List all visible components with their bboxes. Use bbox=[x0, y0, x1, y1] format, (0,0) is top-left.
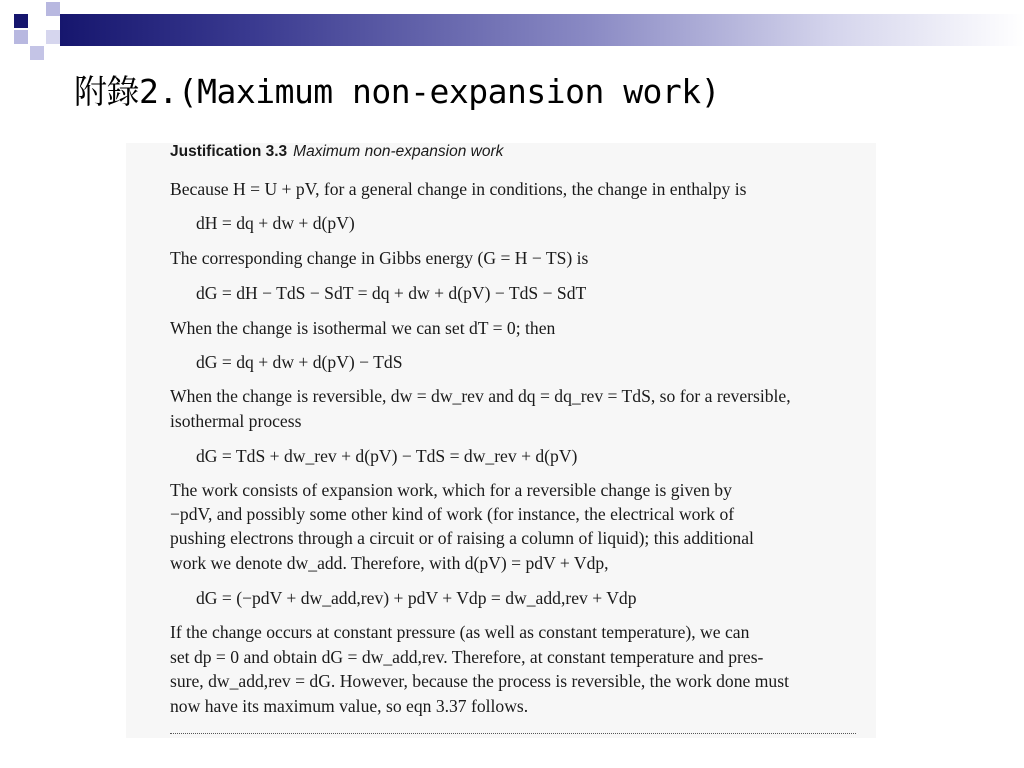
body-line: Because H = U + pV, for a general change in conditions, the change in enthalpy is bbox=[170, 179, 747, 199]
decor-square bbox=[46, 30, 60, 44]
justification-label: Justification 3.3 bbox=[170, 143, 288, 160]
equation: dH = dq + dw + d(pV) bbox=[196, 213, 355, 233]
title-gradient-bar bbox=[60, 14, 1024, 46]
body-line: When the change is reversible, dw = dw_rev and dq = dq_rev = TdS, so for a reversible, bbox=[170, 386, 791, 406]
textbook-excerpt bbox=[126, 143, 876, 738]
body-line: The work consists of expansion work, which for a reversible change is given by bbox=[170, 480, 732, 500]
body-line: isothermal process bbox=[170, 411, 302, 431]
decor-square bbox=[46, 2, 60, 16]
body-line: now have its maximum value, so eqn 3.37 follows. bbox=[170, 696, 529, 716]
body-line: The corresponding change in Gibbs energy (G = H − TS) is bbox=[170, 248, 589, 268]
equation: dG = dq + dw + d(pV) − TdS bbox=[196, 352, 403, 372]
body-line: If the change occurs at constant pressure (as well as constant temperature), we can bbox=[170, 622, 750, 642]
decor-square bbox=[14, 30, 28, 44]
equation: dG = (−pdV + dw_add,rev) + pdV + Vdp = dw_add,rev + Vdp bbox=[196, 588, 637, 608]
equation: dG = dH − TdS − SdT = dq + dw + d(pV) − TdS − SdT bbox=[196, 283, 587, 303]
decor-square bbox=[14, 14, 28, 28]
body-line: When the change is isothermal we can set dT = 0; then bbox=[170, 318, 556, 338]
body-line: sure, dw_add,rev = dG. However, because the process is reversible, the work done must bbox=[170, 671, 789, 691]
decor-square bbox=[30, 14, 44, 28]
body-line: work we denote dw_add. Therefore, with d(pV) = pdV + Vdp, bbox=[170, 553, 609, 573]
dotted-rule bbox=[170, 733, 856, 734]
justification-title: Maximum non-expansion work bbox=[293, 143, 504, 160]
body-line: pushing electrons through a circuit or of raising a column of liquid); this additional bbox=[170, 528, 754, 548]
slide-title: 附錄2.(Maximum non-expansion work) bbox=[74, 72, 721, 111]
justification-heading bbox=[170, 143, 503, 161]
decor-square bbox=[30, 46, 44, 60]
body-line: set dp = 0 and obtain dG = dw_add,rev. Therefore, at constant temperature and pres- bbox=[170, 647, 764, 667]
body-line: −pdV, and possibly some other kind of work (for instance, the electrical work of bbox=[170, 504, 735, 524]
equation: dG = TdS + dw_rev + d(pV) − TdS = dw_rev + d(pV) bbox=[196, 446, 578, 466]
